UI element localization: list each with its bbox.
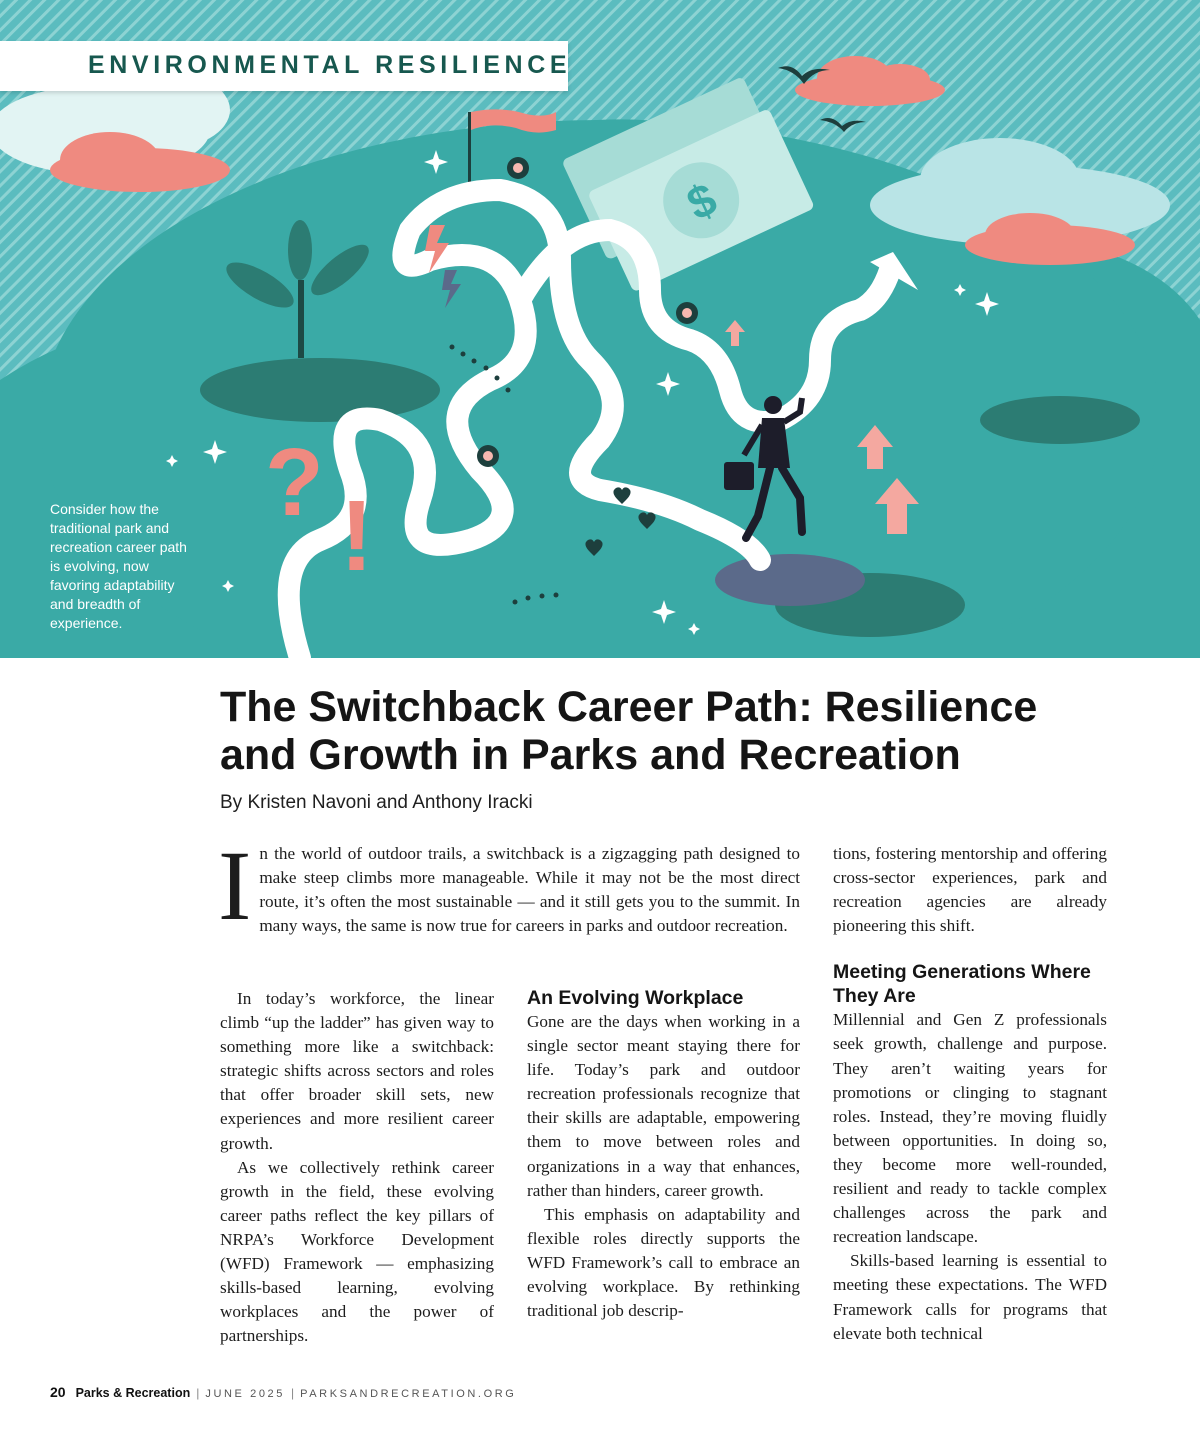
section-label: ENVIRONMENTAL RESILIENCE [88,51,572,79]
issue-date: JUNE 2025 [205,1388,285,1400]
page-footer: 20 Parks & Recreation | JUNE 2025 | PARKSANDRECREATION.ORG [50,1384,517,1400]
map-pin-icon [507,157,529,179]
svg-text:$: $ [679,172,725,231]
body-paragraph: tions, fostering mentorship and offering cross-sector experiences, park and recreation agencies are already pioneering this shift. [833,844,1107,936]
map-pin-icon [477,445,499,467]
intro-text: n the world of outdoor trails, a switchback is a zigzagging path designed to make steep climbs more manageable. While it may not be the most direct route, it’s often the most sustainable — and it still gets you to the summit. In many ways, the same is now true for careers in parks and outdoor recreation. [259,844,800,936]
body-paragraph: Gone are the days when working in a single sector meant staying there for life. Today’s park and outdoor recreation professionals recognize that their skills are adaptable, empowering them to move between roles and organizations in a way that enhances, rather than hinders, career growth. [527,1012,800,1200]
byline: By Kristen Navoni and Anthony Iracki [220,792,533,813]
body-paragraph: Skills-based learning is essential to meeting these expectations. The WFD Framework calls for programs that elevate both technical [833,1251,1107,1343]
map-pin-icon [676,302,698,324]
subheading: An Evolving Workplace [527,987,744,1009]
page-number: 20 [50,1384,66,1400]
body-paragraph: This emphasis on adaptability and flexible roles directly supports the WFD Framework’s call to embrace an evolving workplace. By rethinking traditional job descrip- [527,1204,800,1321]
image-caption: Consider how the traditional park and recreation career path is evolving, now favoring adaptability and breadth of experience. [50,501,187,631]
article-title: The Switchback Career Path: Resilience and Growth in Parks and Recreation [220,683,1038,779]
drop-cap: I [218,830,252,941]
column-1 [220,987,494,1348]
exclamation-icon: ! [340,480,374,592]
website: PARKSANDRECREATION.ORG [300,1388,517,1400]
body-paragraph: Millennial and Gen Z professionals seek growth, challenge and purpose. They aren’t waiting years for promotions or clinging to stagnant roles. Instead, they’re moving fluidly between opportunities. In doing so, they become more well-rounded, resilient and ready to tackle complex challenges across the park and recreation landscape. [833,1010,1107,1247]
intro-paragraph [218,830,800,941]
column-2 [527,986,800,1323]
body-paragraph: As we collectively rethink career growth in the field, these evolving career paths reflect the key pillars of NRPA’s Workforce Development (WFD) Framework — emphasizing skills-based learning, evolving workplaces and the power of partnerships. [220,1157,494,1346]
body-paragraph: In today’s workforce, the linear climb “up the ladder” has given way to something more like a switchback: strategic shifts across sectors and roles that offer broader skill sets, new experiences and more resilient career growth. [220,989,494,1153]
hero-illustration [0,0,1200,658]
column-3 [833,842,1107,1346]
section-tag [0,41,572,91]
subheading: Meeting Generations Where They Are [833,961,1091,1008]
question-mark-icon: ? [265,429,324,536]
magazine-name: Parks & Recreation [75,1386,191,1400]
